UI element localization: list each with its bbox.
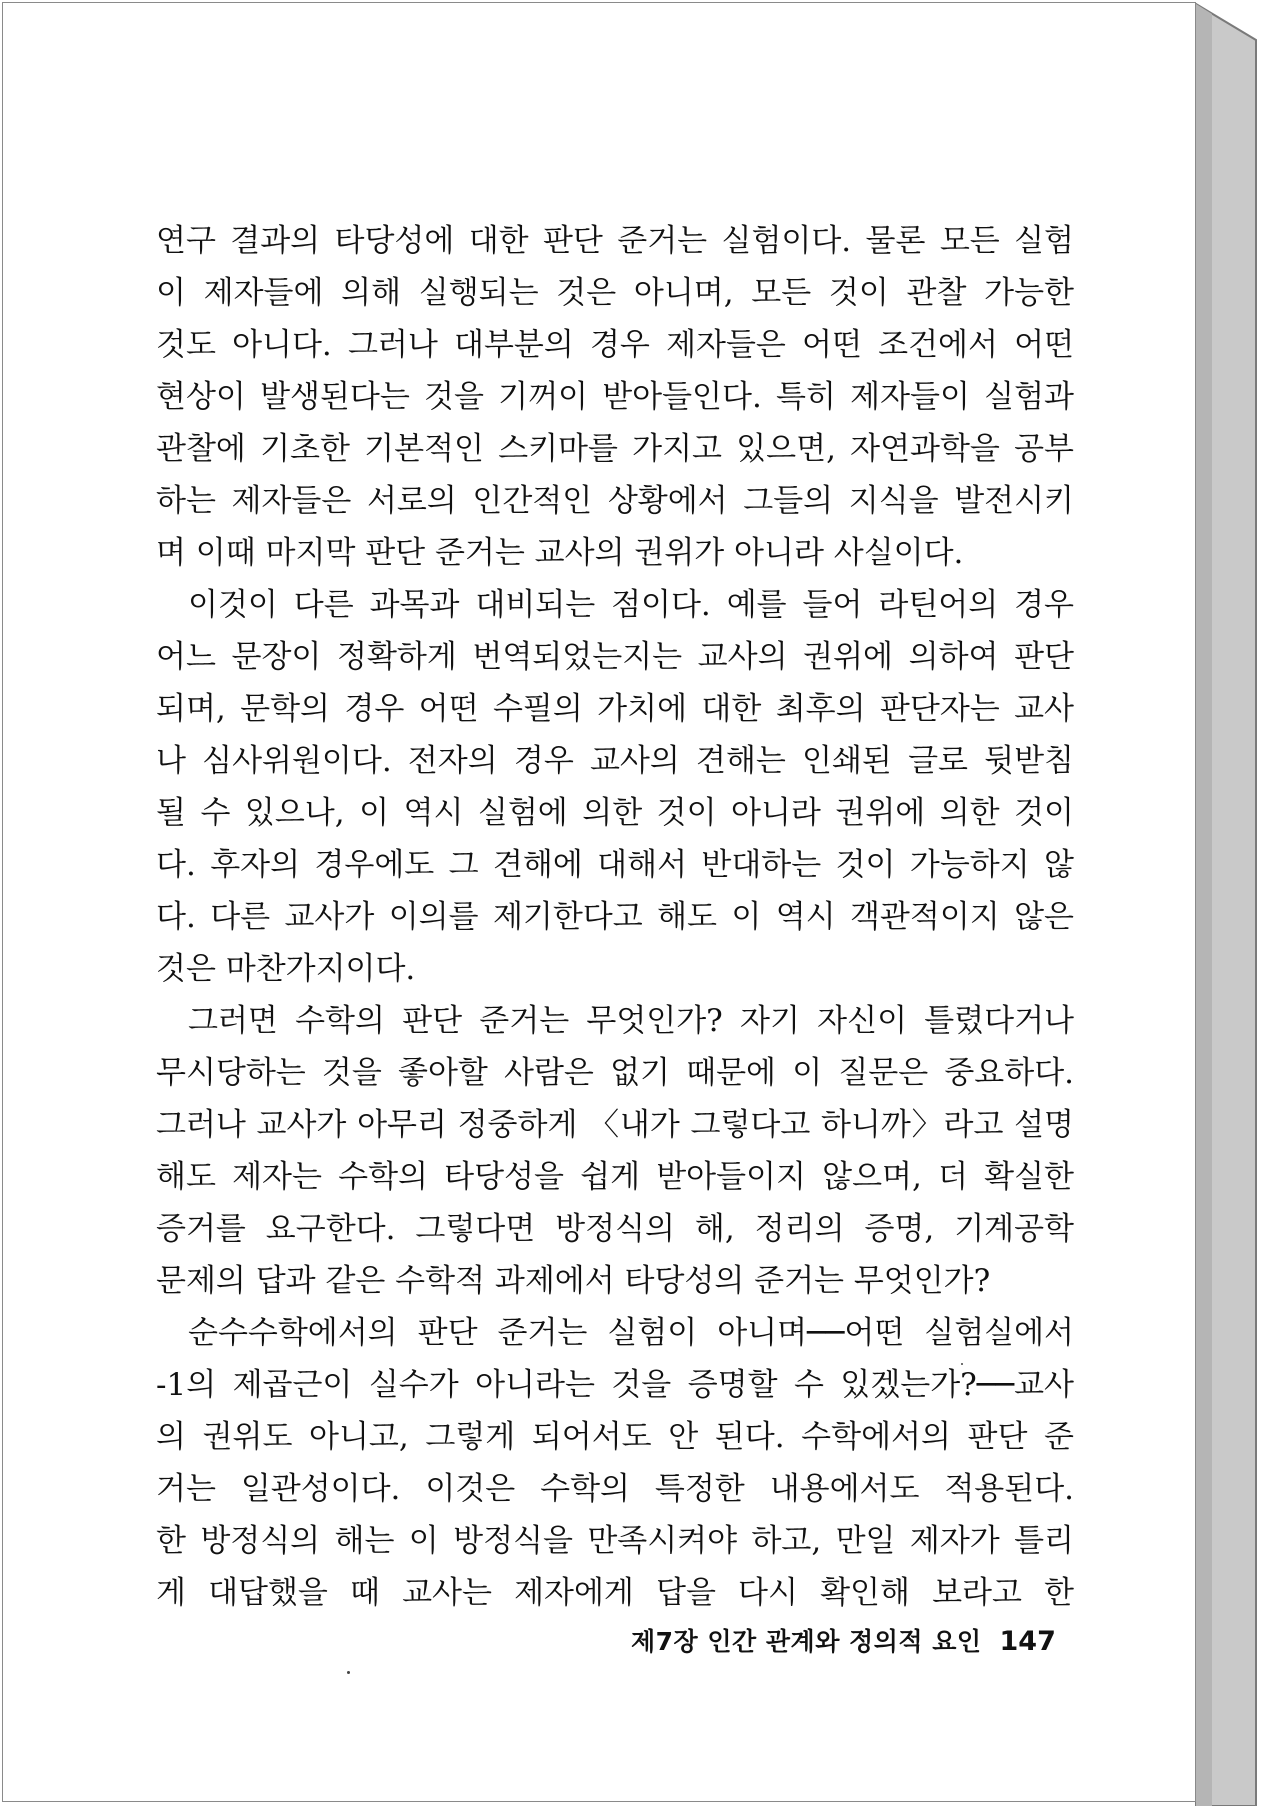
text-line: 한 방정식의 해는 이 방정식을 만족시켜야 하고, 만일 제자가 틀리 xyxy=(156,1523,1074,1559)
page-number: 147 xyxy=(999,1626,1056,1657)
text-line: 될 수 있으나, 이 역시 실험에 의한 것이 아니라 권위에 의한 것이 xyxy=(156,795,1074,831)
text-line: 그러나 교사가 아무리 정중하게 〈내가 그렇다고 하니까〉라고 설명 xyxy=(156,1107,1074,1143)
scan-speck xyxy=(961,1363,963,1365)
text-line: 순수수학에서의 판단 준거는 실험이 아니며──어떤 실험실에서 xyxy=(188,1315,1074,1351)
text-line: 다. 후자의 경우에도 그 견해에 대해서 반대하는 것이 가능하지 않 xyxy=(156,847,1074,883)
text-line: 문제의 답과 같은 수학적 과제에서 타당성의 준거는 무엇인가? xyxy=(156,1263,991,1299)
page-footer xyxy=(631,1620,1056,1664)
text-line: 연구 결과의 타당성에 대한 판단 준거는 실험이다. 물론 모든 실험 xyxy=(156,223,1074,259)
text-line: -1의 제곱근이 실수가 아니라는 것을 증명할 수 있겠는가?──교사 xyxy=(156,1367,1074,1403)
text-line: 어느 문장이 정확하게 번역되었는지는 교사의 권위에 의하여 판단 xyxy=(156,639,1074,675)
text-line: 것도 아니다. 그러나 대부분의 경우 제자들은 어떤 조건에서 어떤 xyxy=(156,327,1074,363)
text-line: 무시당하는 것을 좋아할 사람은 없기 때문에 이 질문은 중요하다. xyxy=(156,1055,1074,1091)
running-footer-chapter-title: 제7장 인간 관계와 정의적 요인 xyxy=(631,1627,982,1656)
page-sheet xyxy=(2,2,1196,1802)
book-side-shade xyxy=(1196,4,1212,1806)
text-line: 관찰에 기초한 기본적인 스키마를 가지고 있으면, 자연과학을 공부 xyxy=(156,431,1074,467)
text-line: 다. 다른 교사가 이의를 제기한다고 해도 이 역시 객관적이지 않은 xyxy=(156,899,1074,935)
text-line: 게 대답했을 때 교사는 제자에게 답을 다시 확인해 보라고 한 xyxy=(156,1575,1074,1611)
text-line: 거는 일관성이다. 이것은 수학의 특정한 내용에서도 적용된다. xyxy=(156,1471,1074,1507)
text-line: 되며, 문학의 경우 어떤 수필의 가치에 대한 최후의 판단자는 교사 xyxy=(156,691,1074,727)
text-line: 그러면 수학의 판단 준거는 무엇인가? 자기 자신이 틀렸다거나 xyxy=(188,1003,1074,1039)
text-line: 것은 마찬가지이다. xyxy=(156,951,416,987)
body-text xyxy=(156,215,1074,1619)
text-line: 의 권위도 아니고, 그렇게 되어서도 안 된다. 수학에서의 판단 준 xyxy=(156,1419,1074,1455)
text-line: 현상이 발생된다는 것을 기꺼이 받아들인다. 특히 제자들이 실험과 xyxy=(156,379,1074,415)
text-line: 하는 제자들은 서로의 인간적인 상황에서 그들의 지식을 발전시키 xyxy=(156,483,1074,519)
text-line: 나 심사위원이다. 전자의 경우 교사의 견해는 인쇄된 글로 뒷받침 xyxy=(156,743,1074,779)
text-line: 증거를 요구한다. 그렇다면 방정식의 해, 정리의 증명, 기계공학 xyxy=(156,1211,1074,1247)
text-line: 며 이때 마지막 판단 준거는 교사의 권위가 아니라 사실이다. xyxy=(156,535,964,571)
text-line: 이것이 다른 과목과 대비되는 점이다. 예를 들어 라틴어의 경우 xyxy=(188,587,1074,623)
text-line: 해도 제자는 수학의 타당성을 쉽게 받아들이지 않으며, 더 확실한 xyxy=(156,1159,1074,1195)
scan-speck xyxy=(347,1671,350,1674)
text-line: 이 제자들에 의해 실행되는 것은 아니며, 모든 것이 관찰 가능한 xyxy=(156,275,1074,311)
